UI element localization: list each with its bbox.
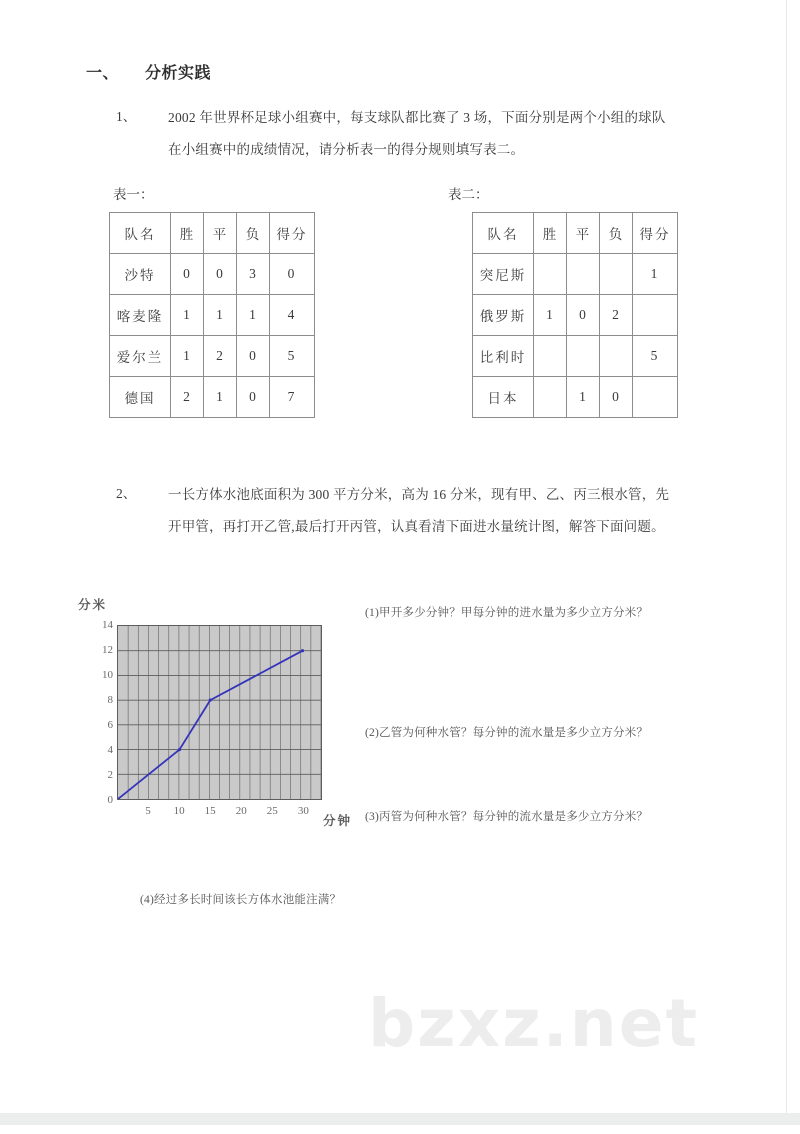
- table-two-cell: 比利时: [473, 336, 534, 377]
- table-two-cell: 俄罗斯: [473, 295, 534, 336]
- table-one-cell: 1: [171, 295, 204, 336]
- table-two: [472, 212, 678, 418]
- water-volume-line-chart: [70, 595, 370, 845]
- table-one-cell: 4: [270, 295, 315, 336]
- table-one-cell: 0: [237, 377, 270, 418]
- table-one-cell: 1: [171, 336, 204, 377]
- page-bottom-edge: [0, 1113, 800, 1125]
- table-one-cell: 5: [270, 336, 315, 377]
- table-row: [473, 377, 678, 418]
- table-one: [109, 212, 315, 418]
- chart-gridlines-and-series: [118, 626, 321, 799]
- chart-x-tick-label: 25: [266, 805, 278, 817]
- section-title: 分析实践: [145, 65, 212, 82]
- table-one-cell: 0: [237, 336, 270, 377]
- chart-plot-area: [117, 625, 322, 800]
- chart-y-axis-label: 分米: [78, 598, 108, 612]
- chart-y-tick-label: 0: [107, 794, 113, 806]
- table-one-cell: 0: [204, 254, 237, 295]
- table-one-header-name: 队名: [110, 213, 171, 254]
- table-row: [473, 336, 678, 377]
- chart-x-tick-label: 20: [235, 805, 247, 817]
- table-one-cell: 爱尔兰: [110, 336, 171, 377]
- table-row: [110, 295, 315, 336]
- chart-question-3: (3)丙管为何种水管？每分钟的流水量是多少立方分米？: [365, 811, 649, 823]
- table-two-header-loss: 负: [600, 213, 633, 254]
- table-one-cell: 7: [270, 377, 315, 418]
- table-two-label: 表二：: [448, 187, 489, 202]
- table-one-header-loss: 负: [237, 213, 270, 254]
- table-one-header-win: 胜: [171, 213, 204, 254]
- table-two-cell: 1: [534, 295, 567, 336]
- table-two-header-draw: 平: [567, 213, 600, 254]
- chart-question-1: (1)甲开多少分钟？甲每分钟的进水量为多少立方分米？: [365, 607, 649, 619]
- question-2-number: 2、: [116, 486, 137, 501]
- table-one-cell: 1: [204, 295, 237, 336]
- table-two-cell-blank[interactable]: [534, 254, 567, 295]
- table-one-cell: 2: [171, 377, 204, 418]
- chart-x-tick-label: 10: [173, 805, 185, 817]
- table-two-cell: 突尼斯: [473, 254, 534, 295]
- table-row: [110, 377, 315, 418]
- table-row: [473, 295, 678, 336]
- section-number: 一、: [86, 65, 120, 82]
- chart-y-tick-label: 8: [107, 694, 113, 706]
- table-two-cell: 0: [600, 377, 633, 418]
- table-one-cell: 0: [270, 254, 315, 295]
- table-two-cell-blank[interactable]: [600, 336, 633, 377]
- chart-y-tick-label: 2: [107, 769, 113, 781]
- site-watermark: bzxz.net: [368, 985, 700, 1062]
- table-one-cell: 德国: [110, 377, 171, 418]
- table-one-header-score: 得分: [270, 213, 315, 254]
- table-one-label: 表一：: [113, 187, 154, 202]
- table-two-cell: 1: [633, 254, 678, 295]
- table-two-cell: 5: [633, 336, 678, 377]
- table-one-cell: 3: [237, 254, 270, 295]
- question-1-number: 1、: [116, 109, 137, 124]
- table-two-cell-blank[interactable]: [534, 336, 567, 377]
- table-two-header-name: 队名: [473, 213, 534, 254]
- chart-y-tick-label: 6: [107, 719, 113, 731]
- table-two-cell-blank[interactable]: [534, 377, 567, 418]
- chart-x-axis-label: 分钟: [323, 814, 353, 828]
- question-2-text: 一长方体水池底面积为 300 平方分米，高为 16 分米，现有甲、乙、丙三根水管，先开甲管，再打开乙管,最后打开丙管，认真看清下面进水量统计图，解答下面问题。: [168, 487, 670, 534]
- chart-question-4: (4)经过多长时间该长方体水池能注满？: [140, 894, 342, 906]
- table-row: [110, 336, 315, 377]
- chart-y-tick-label: 12: [102, 644, 113, 656]
- chart-y-tick-label: 10: [102, 669, 113, 681]
- chart-y-ticks: [88, 619, 113, 806]
- table-two-cell-blank[interactable]: [567, 336, 600, 377]
- table-two-cell-blank[interactable]: [600, 254, 633, 295]
- chart-question-2: (2)乙管为何种水管？每分钟的流水量是多少立方分米？: [365, 727, 649, 739]
- table-two-cell: 日本: [473, 377, 534, 418]
- chart-y-tick-label: 14: [102, 619, 113, 631]
- table-row: [110, 213, 315, 254]
- table-two-cell-blank[interactable]: [633, 295, 678, 336]
- page-outside-area: [0, 1125, 800, 1134]
- chart-x-tick-label: 5: [145, 805, 151, 817]
- table-row: [473, 254, 678, 295]
- table-row: [473, 213, 678, 254]
- table-two-cell-blank[interactable]: [567, 254, 600, 295]
- table-two-cell: 2: [600, 295, 633, 336]
- table-one-cell: 0: [171, 254, 204, 295]
- table-one-header-draw: 平: [204, 213, 237, 254]
- chart-x-tick-label: 30: [297, 805, 309, 817]
- table-one-cell: 2: [204, 336, 237, 377]
- table-two-cell: 0: [567, 295, 600, 336]
- table-row: [110, 254, 315, 295]
- table-one-cell: 1: [237, 295, 270, 336]
- page-title: [86, 60, 211, 83]
- table-one-cell: 喀麦隆: [110, 295, 171, 336]
- chart-y-tick-label: 4: [107, 744, 113, 756]
- table-two-header-win: 胜: [534, 213, 567, 254]
- table-two-header-score: 得分: [633, 213, 678, 254]
- chart-x-ticks: [117, 805, 322, 825]
- table-two-cell-blank[interactable]: [633, 377, 678, 418]
- table-two-cell: 1: [567, 377, 600, 418]
- question-1-text: 2002 年世界杯足球小组赛中，每支球队都比赛了 3 场，下面分别是两个小组的球队在小组赛中的成绩情况，请分析表一的得分规则填写表二。: [168, 110, 666, 157]
- table-one-cell: 1: [204, 377, 237, 418]
- chart-x-tick-label: 15: [204, 805, 216, 817]
- table-one-cell: 沙特: [110, 254, 171, 295]
